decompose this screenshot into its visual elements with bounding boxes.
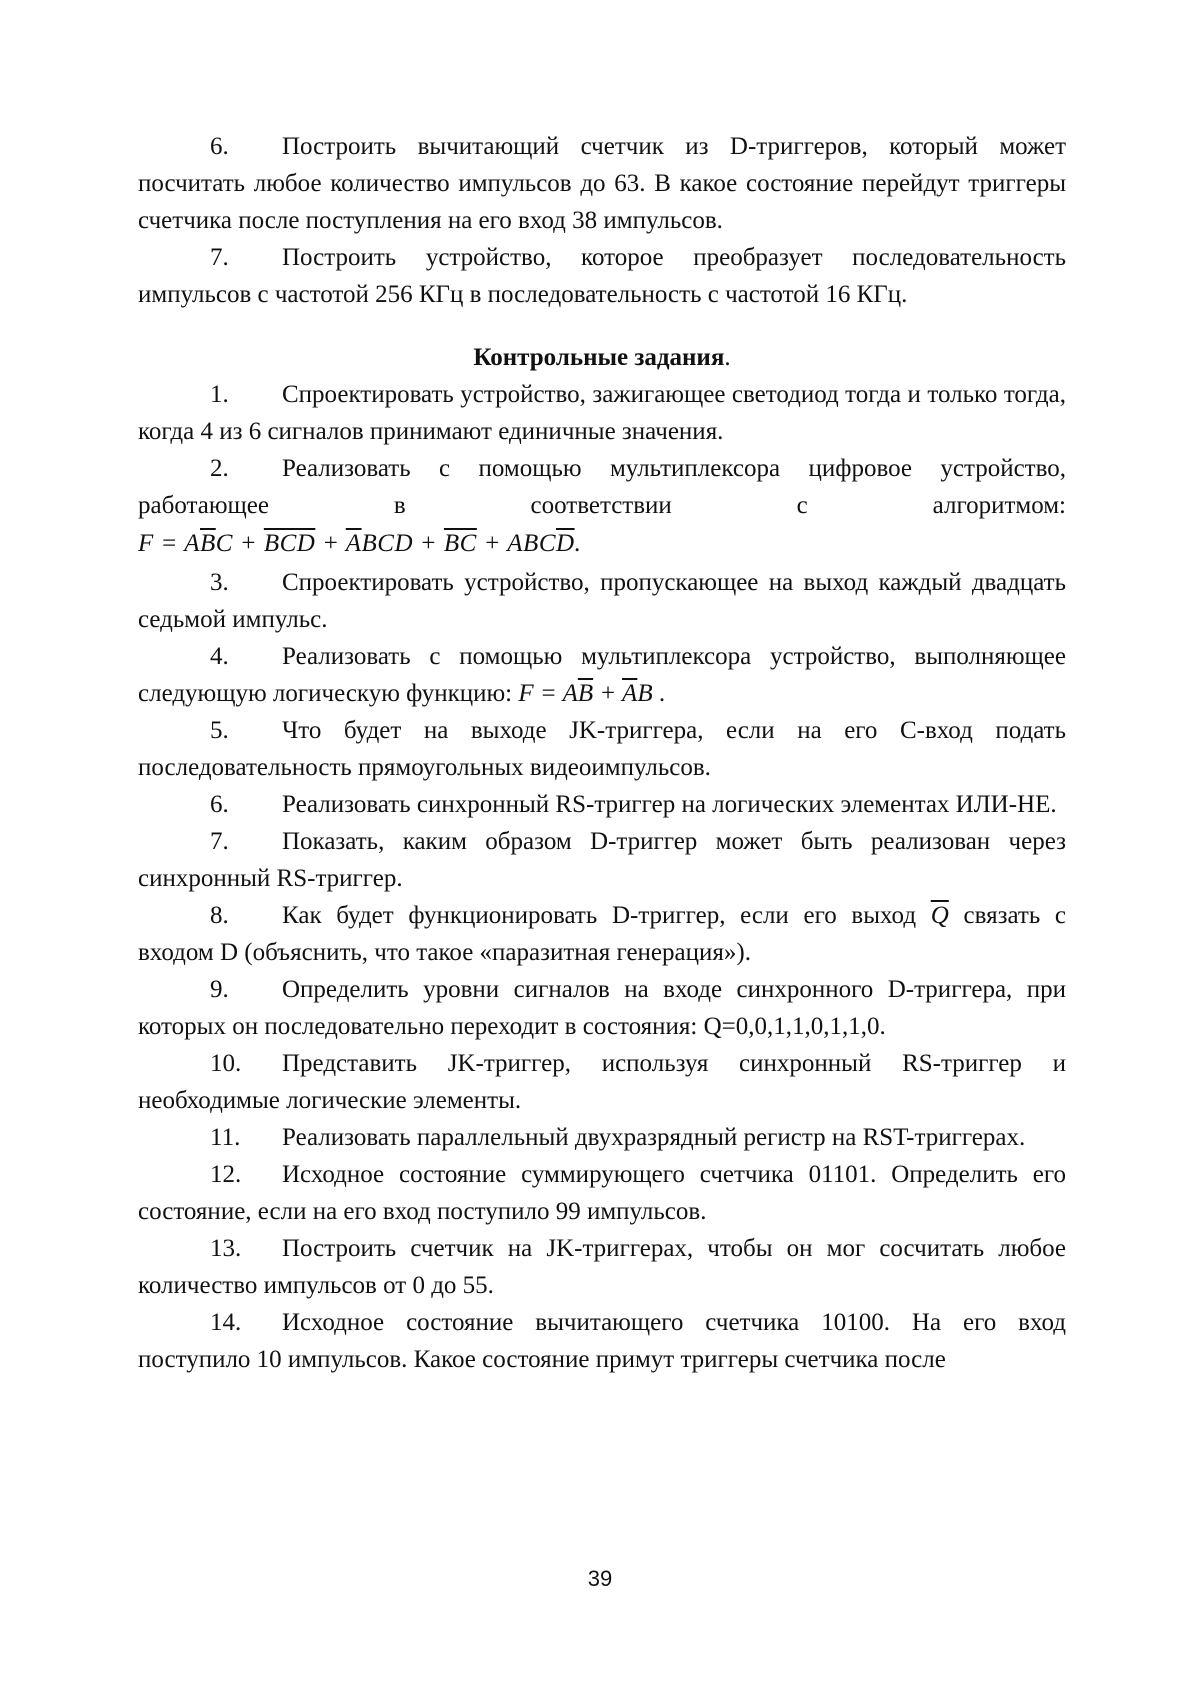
- formula-lhs: F =: [518, 680, 563, 707]
- item-number: 7.: [210, 244, 229, 271]
- formula-plus: +: [413, 530, 444, 557]
- task-9: [138, 971, 1066, 1045]
- item-number: 6.: [210, 133, 229, 160]
- formula-term-negated: $\overline{BCD}$: [263, 530, 316, 557]
- formula-task-2: [138, 524, 1066, 564]
- formula-end: .: [652, 680, 666, 707]
- task-5: [138, 712, 1066, 786]
- task-3: [138, 564, 1066, 638]
- formula-task-4: [518, 680, 652, 707]
- task-text: Построить счетчик на JK-триггерах, чтобы он мог сосчитать любое количество импульсов от 0 до 55.: [138, 1235, 1066, 1299]
- task-number: 7.: [210, 828, 229, 855]
- formula-term: ABC: [507, 530, 556, 557]
- formula-term: BCD: [361, 530, 414, 557]
- heading-text: Контрольные задания: [473, 344, 725, 371]
- task-14: [138, 1304, 1066, 1378]
- formula-end: .: [574, 530, 582, 557]
- task-text: Спроектировать устройство, зажигающее светодиод тогда и только тогда, когда 4 из 6 сигналов принимают единичные значения.: [138, 381, 1066, 445]
- formula-term-negated: $\overline{A}$: [622, 680, 638, 707]
- task-4: [138, 638, 1066, 712]
- task-number: 1.: [210, 381, 229, 408]
- task-number: 8.: [210, 902, 229, 929]
- task-text: Реализовать синхронный RS-триггер на логических элементах ИЛИ-НЕ.: [282, 791, 1057, 818]
- q-bar-symbol: $\overline{Q}$: [930, 902, 949, 929]
- formula-lhs: F =: [138, 530, 185, 557]
- section-heading: [138, 339, 1066, 376]
- task-7: [138, 823, 1066, 897]
- task-1: [138, 376, 1066, 450]
- formula-term: C: [215, 530, 233, 557]
- formula-plus: +: [593, 680, 623, 707]
- task-10: [138, 1045, 1066, 1119]
- task-13: [138, 1230, 1066, 1304]
- task-number: 5.: [210, 717, 229, 744]
- task-number: 11.: [210, 1124, 241, 1151]
- task-text: Исходное состояние вычитающего счетчика 10100. На его вход поступило 10 импульсов. Какое состояние примут триггеры счетчика после: [138, 1309, 1066, 1373]
- page-number: 39: [587, 1566, 613, 1591]
- task-8: [138, 897, 1066, 971]
- task-text: Реализовать с помощью мультиплексора цифровое устройство, работающее в соответствии с алгоритмом:: [138, 455, 1066, 519]
- formula-term-negated: $\overline{B}$: [199, 530, 216, 557]
- heading-dot: .: [724, 344, 731, 371]
- formula-term-negated: $\overline{BC}$: [443, 530, 477, 557]
- task-text-continued: связать с входом D (объяснить, что такое «паразитная генерация»).: [138, 902, 1067, 966]
- task-number: 6.: [210, 791, 229, 818]
- item-text: Построить вычитающий счетчик из D-триггеров, который может посчитать любое количество импульсов до 63. В какое состояние перейдут триггеры счетчика после поступления на его вход 38 импульсов.: [138, 133, 1066, 234]
- task-text: Реализовать параллельный двухразрядный регистр на RST-триггерах.: [282, 1124, 1026, 1151]
- page-content: [138, 128, 1066, 1378]
- task-text: Спроектировать устройство, пропускающее на выход каждый двадцать седьмой импульс.: [138, 569, 1066, 633]
- task-text: Определить уровни сигналов на входе синхронного D-триггера, при которых он последовательно переходит в состояния: Q=0,0,1,1,0,1,1,0.: [138, 976, 1066, 1040]
- formula-term: A: [562, 680, 578, 707]
- item-text: Построить устройство, которое преобразует последовательность импульсов с частотой 256 КГц в последовательность с частотой 16 КГц.: [138, 244, 1066, 308]
- task-2: [138, 450, 1066, 524]
- formula-term-negated: $\overline{D}$: [556, 530, 575, 557]
- task-text: Исходное состояние суммирующего счетчика 01101. Определить его состояние, если на его вход поступило 99 импульсов.: [138, 1161, 1066, 1225]
- task-text: Реализовать с помощью мультиплексора устройство, выполняющее следующую логическую функцию:: [138, 643, 1066, 707]
- task-number: 10.: [210, 1050, 242, 1077]
- task-number: 3.: [210, 569, 229, 596]
- formula-plus: +: [476, 530, 508, 557]
- formula-term: B: [637, 680, 653, 707]
- formula-term-negated: $\overline{B}$: [577, 680, 594, 707]
- task-number: 12.: [210, 1161, 242, 1188]
- task-number: 2.: [210, 455, 229, 482]
- task-6: [138, 786, 1066, 823]
- pre-item-6: [138, 128, 1066, 239]
- formula-plus: +: [232, 530, 264, 557]
- task-12: [138, 1156, 1066, 1230]
- task-text: Что будет на выходе JK-триггера, если на его C-вход подать последовательность прямоугольных видеоимпульсов.: [138, 717, 1066, 781]
- task-text: Представить JK-триггер, используя синхронный RS-триггер и необходимые логические элементы.: [138, 1050, 1066, 1114]
- task-number: 4.: [210, 643, 229, 670]
- task-text: Показать, каким образом D-триггер может быть реализован через синхронный RS-триггер.: [138, 828, 1066, 892]
- task-number: 14.: [210, 1309, 242, 1336]
- formula-term: A: [184, 530, 200, 557]
- task-number: 9.: [210, 976, 229, 1003]
- pre-item-7: [138, 239, 1066, 313]
- task-text: Как будет функционировать D-триггер, если его выход: [282, 902, 917, 929]
- task-number: 13.: [210, 1235, 242, 1262]
- formula-term-negated: $\overline{A}$: [345, 530, 362, 557]
- formula-plus: +: [315, 530, 346, 557]
- task-11: [138, 1119, 1066, 1156]
